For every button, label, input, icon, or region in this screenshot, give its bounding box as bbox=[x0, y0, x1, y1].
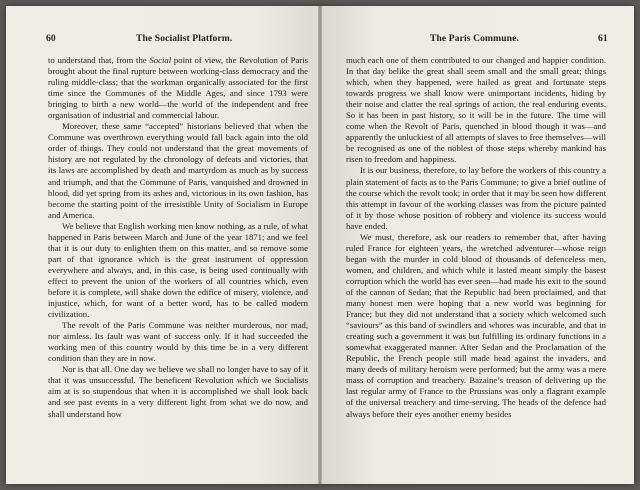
text-run: We must, therefore, ask our readers to remember that, after having ruled France for eighteen years, the wretched adventurer—whose reign began with the murder in cold blood of thousands of defenceless men, women, and children, and which while it lasted meant simply the basest corruption which the world has ever seen—had made his exit to the sound of the cannon of Sedan; that the Republic had been proclaimed, and that many honest men were hoping that a new world was beginning for France; but they did not understand that a society which welcomed such “saviours” as this band of swindlers and whores was incurable, and that in creating such a government it was but fulfilling its ordinary functions in a somewhat exaggerated manner. After Sedan and the Proclamation of the Republic, the French people still made head against the invaders, and many deeds of military heroism were performed; but the army was a mere mass of corruption and treachery. Bazaine’s treason of delivering up the last regular army of France to the Prussians was only a flagrant example of the universal treachery and time-serving. The heads of the defence had always before their eyes another enemy besides bbox=[346, 231, 606, 419]
text-run: We believe that English working men know nothing, as a rule, of what happened in Paris between March and June of the year 1871; and we feel that it is our duty to enlighten them on this matter, and so remove some part of that ignorance which is the great instrument of oppression everywhere and always, and, in this case, is being used continually with effect to prevent the union of the workers of all countries which, even before it is complete, will shake down the edifice of misery, violence, and injustice, which, for want of a better word, has to be called modern civilization. bbox=[48, 220, 308, 320]
paragraph bbox=[346, 55, 606, 165]
paragraph bbox=[48, 364, 308, 419]
right-page bbox=[320, 6, 634, 484]
paragraph bbox=[48, 320, 308, 364]
running-title: The Socialist Platform. bbox=[136, 33, 233, 44]
book-gutter bbox=[318, 6, 322, 484]
paragraph bbox=[346, 232, 606, 420]
text-run: to understand that, from the bbox=[48, 55, 150, 65]
paragraph bbox=[346, 165, 606, 231]
text-run: point of view, the Revolution of Paris brought about the final rupture between working-class democracy and the ruling middle-class; that the workman organically associated for the first time since the Communes of the Middle Ages, and since 1793 were bringing to birth a new world—the world of the independent and free organisation of industrial and commercial labour. bbox=[48, 55, 308, 121]
text-run: The revolt of the Paris Commune was neither murderous, nor mad, nor aimless. Its fault was want of success only. If it had succeeded the working men of this country would by this time be in a very different condition than they are in now. bbox=[48, 320, 308, 364]
paragraph bbox=[48, 55, 308, 121]
body-text bbox=[346, 55, 606, 420]
text-run: much each one of them contributed to our changed and happier condition. In that day belike the great shall seem small and the small great; things which, when they happened, were hailed as great and fortunate steps towards progress we shall know were unimportant incidents, hiding by their noise and clatter the real springs of action, the real enduring events. So it has been in past history, so it will be in the future. The time will come when the Revolt of Paris, quenched in blood though it was—and apparently the unluckiest of all attempts of slaves to free themselves—will be recognised as one of the noblest of those steps whereby mankind has risen to freedom and happiness. bbox=[346, 55, 606, 165]
italic-text: Social bbox=[149, 55, 172, 65]
page-number: 61 bbox=[598, 33, 608, 44]
paragraph bbox=[48, 221, 308, 320]
text-run: It is our business, therefore, to lay before the workers of this country a plain statement of facts as to the Paris Commune; to give a brief outline of the course which the revolt took; in order that it may be seen how different this attempt in favour of the working classes was from the picture painted of it by those whose position of robbery and violence its success would have ended. bbox=[346, 165, 606, 231]
body-text bbox=[48, 55, 308, 420]
running-title: The Paris Commune. bbox=[430, 33, 519, 44]
book-spread bbox=[6, 6, 634, 484]
paragraph bbox=[48, 121, 308, 220]
text-run: Nor is that all. One day we believe we shall no longer have to say of it that it was unsuccessful. The beneficent Revolution which we Socialists aim at is so stupendous that when it is accomplished we shall look back and see past events in a very different light from what we do now, and shall understand how bbox=[48, 364, 308, 419]
page-number: 60 bbox=[46, 33, 56, 44]
left-page bbox=[6, 6, 320, 484]
text-run: Moreover, these same “accepted” historians believed that when the Commune was overthrown everything would fall back again into the old order of things. They could not understand that the great movements of history are not regulated by the chronology of defeats and victories, that its laws are accomplished by death and martyrdom as much as by success and triumph, and that the Commune of Paris, vanquished and drowned in blood, did yet spring from its ashes and, victorious in its own fashion, has become the starting point of the irresistible Unity of Socialism in Europe and America. bbox=[48, 121, 308, 220]
